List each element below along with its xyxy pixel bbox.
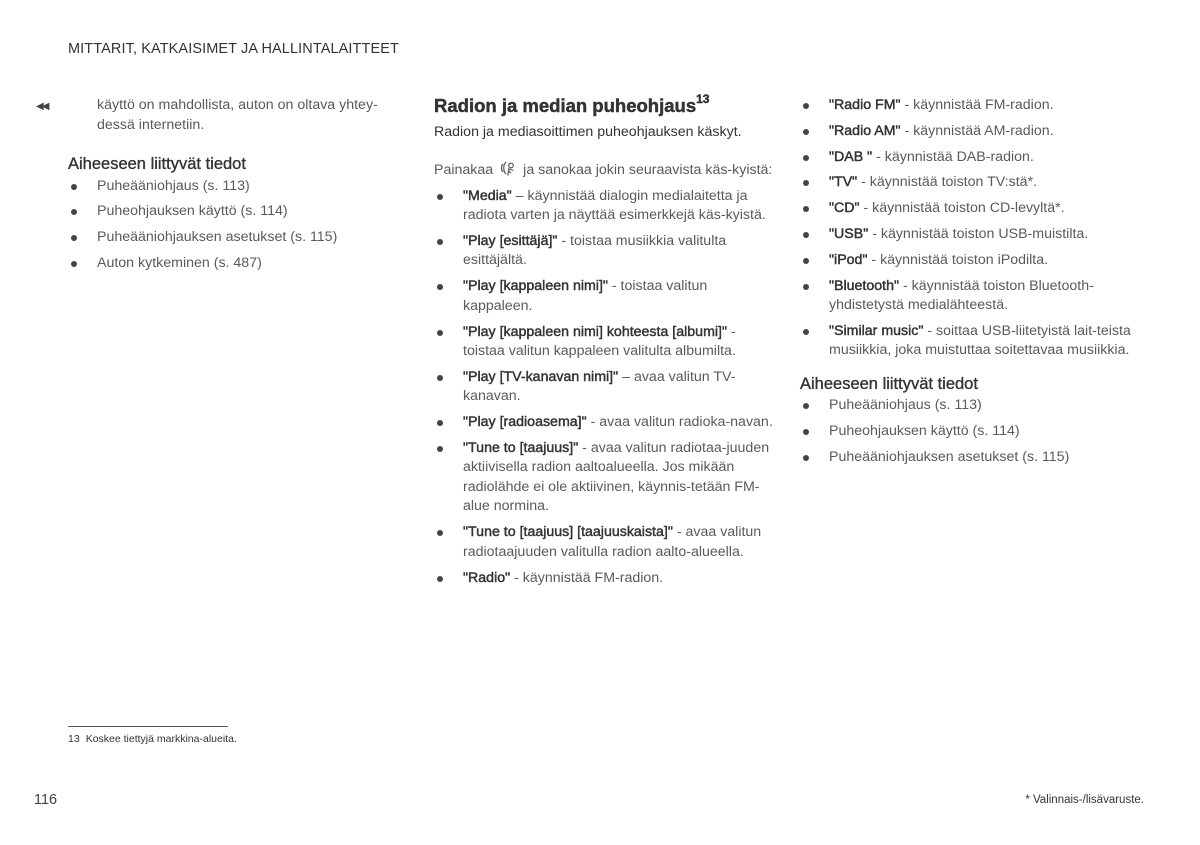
command-item: "Play [kappaleen nimi]" - toistaa valitun kappaleen.	[434, 277, 774, 316]
command-item: "DAB " - käynnistää DAB-radion.	[800, 148, 1140, 168]
command-item: "Bluetooth" - käynnistää toiston Bluetooth-yhdistetystä medialähteestä.	[800, 277, 1140, 316]
page-number: 116	[34, 792, 58, 808]
command-item: "CD" - käynnistää toiston CD-levyltä*.	[800, 199, 1140, 219]
command-item: "Radio" - käynnistää FM-radion.	[434, 569, 774, 589]
related-link[interactable]: Puheääniohjaus (s. 113)	[800, 396, 1140, 416]
command-item: "USB" - käynnistää toiston USB-muistilta.	[800, 225, 1140, 245]
command-item: "Play [esittäjä]" - toistaa musiikkia valitulta esittäjältä.	[434, 232, 774, 271]
command-item: "Media" – käynnistää dialogin medialaitetta ja radiota varten ja näyttää esimerkkejä käs-kyistä.	[434, 187, 774, 226]
section-header: MITTARIT, KATKAISIMET JA HALLINTALAITTEET	[68, 41, 399, 57]
related-link[interactable]: Puheohjauksen käyttö (s. 114)	[68, 202, 408, 222]
command-item: "Radio AM" - käynnistää AM-radion.	[800, 122, 1140, 142]
footnote: 13 Koskee tiettyjä markkina-alueita.	[68, 733, 237, 745]
related-list	[800, 396, 1140, 467]
column-2	[434, 92, 774, 594]
lead-text: Radion ja mediasoittimen puheohjauksen käskyt.	[434, 123, 742, 140]
footnote-divider	[68, 726, 228, 727]
command-item: "Radio FM" - käynnistää FM-radion.	[800, 96, 1140, 116]
related-list	[68, 177, 408, 274]
command-item: "Tune to [taajuus] [taajuuskaista]" - avaa valitun radiotaajuuden valitulla radion aalto-alueella.	[434, 523, 774, 562]
optional-equipment-note: * Valinnais-/lisävaruste.	[1025, 794, 1144, 806]
double-left-arrow-icon[interactable]: ◀◀	[36, 101, 48, 112]
continued-text: käyttö on mahdollista, auton on oltava yhtey-dessä internetiin.	[97, 97, 378, 133]
related-link[interactable]: Auton kytkeminen (s. 487)	[68, 254, 408, 274]
related-heading: Aiheeseen liittyvät tiedot	[800, 374, 978, 393]
command-item: "Play [kappaleen nimi] kohteesta [albumi]" - toistaa valitun kappaleen valitulta albumilta.	[434, 323, 774, 362]
command-list	[800, 96, 1140, 361]
related-link[interactable]: Puheääniohjaus (s. 113)	[68, 177, 408, 197]
related-link[interactable]: Puheääniohjauksen asetukset (s. 115)	[68, 228, 408, 248]
footnote-ref[interactable]: 13	[696, 92, 710, 106]
column-1	[36, 96, 408, 280]
command-item: "Tune to [taajuus]" - avaa valitun radiotaa-juuden aktiivisella radion aaltoalueella. Jos mikään radiolähde ei ole aktiivinen, käynnis-tetään FM-alue normina.	[434, 439, 774, 517]
related-link[interactable]: Puheääniohjauksen asetukset (s. 115)	[800, 448, 1140, 468]
command-item: "Play [TV-kanavan nimi]" – avaa valitun TV-kanavan.	[434, 368, 774, 407]
command-item: "iPod" - käynnistää toiston iPodilta.	[800, 251, 1140, 271]
command-item: "Play [radioasema]" - avaa valitun radioka-navan.	[434, 413, 774, 433]
section-heading: Radion ja median puheohjaus$^{13}$	[434, 92, 710, 117]
column-3	[800, 96, 1140, 474]
intro-text: Painakaa ja sanokaa jokin seuraavista käs-kyistä:	[434, 162, 773, 179]
related-heading: Aiheeseen liittyvät tiedot	[68, 155, 246, 173]
related-link[interactable]: Puheohjauksen käyttö (s. 114)	[800, 422, 1140, 442]
command-item: "Similar music" - soittaa USB-liitetyistä lait-teista musiikkia, joka muistuttaa soitettavaa musiikkia.	[800, 322, 1140, 361]
command-item: "TV" - käynnistää toiston TV:stä*.	[800, 173, 1140, 193]
command-list	[434, 187, 774, 588]
voice-control-icon	[497, 160, 519, 178]
